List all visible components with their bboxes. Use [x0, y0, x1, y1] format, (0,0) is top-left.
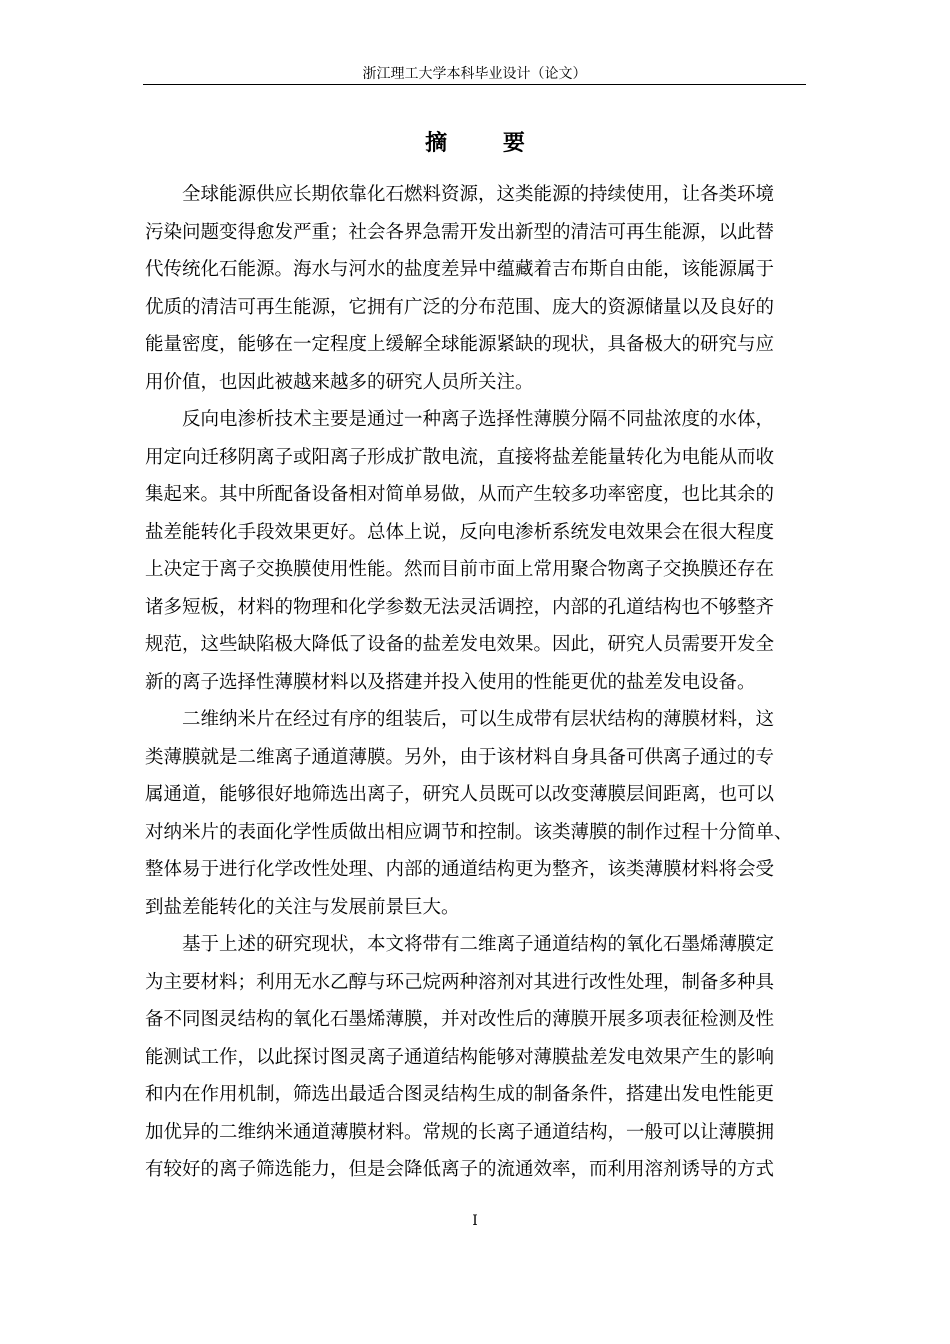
text-line: 新的离子选择性薄膜材料以及搭建并投入使用的性能更优的盐差发电设备。	[145, 671, 756, 693]
text-line: 能量密度，能够在一定程度上缓解全球能源紧缺的现状，具备极大的研究与应	[145, 334, 775, 355]
text-line: 诸多短板，材料的物理和化学参数无法灵活调控，内部的孔道结构也不够整齐	[145, 596, 775, 618]
text-line: 全球能源供应长期依靠化石燃料资源，这类能源的持续使用，让各类环境	[182, 184, 775, 205]
text-line: 上决定于离子交换膜使用性能。然而目前市面上常用聚合物离子交换膜还存在	[145, 559, 775, 580]
running-header: 浙江理工大学本科毕业设计（论文）	[143, 64, 806, 85]
text-line: 属通道，能够很好地筛选出离子，研究人员既可以改变薄膜层间距离，也可以	[145, 784, 775, 805]
text-line: 污染问题变得愈发严重；社会各界急需开发出新型的清洁可再生能源，以此替	[145, 221, 775, 243]
text-line: 有较好的离子筛选能力，但是会降低离子的流通效率，而利用溶剂诱导的方式	[145, 1159, 775, 1180]
text-line: 用价值，也因此被越来越多的研究人员所关注。	[145, 371, 534, 393]
text-line: 二维纳米片在经过有序的组装后，可以生成带有层状结构的薄膜材料，这	[182, 709, 775, 730]
text-line: 规范，这些缺陷极大降低了设备的盐差发电效果。因此，研究人员需要开发全	[145, 634, 775, 655]
text-line: 整体易于进行化学改性处理、内部的通道结构更为整齐，该类薄膜材料将会受	[145, 859, 775, 880]
text-line: 反向电渗析技术主要是通过一种离子选择性薄膜分隔不同盐浓度的水体，	[182, 409, 775, 430]
abstract-title: 摘 要	[425, 131, 549, 156]
page-number: I	[472, 1213, 478, 1229]
text-line: 到盐差能转化的关注与发展前景巨大。	[145, 896, 460, 918]
text-line: 优质的清洁可再生能源，它拥有广泛的分布范围、庞大的资源储量以及良好的	[145, 296, 775, 318]
text-line: 为主要材料；利用无水乙醇与环己烷两种溶剂对其进行改性处理，制备多种具	[145, 971, 775, 993]
text-line: 备不同图灵结构的氧化石墨烯薄膜，并对改性后的薄膜开展多项表征检测及性	[145, 1009, 775, 1030]
text-line: 加优异的二维纳米通道薄膜材料。常规的长离子通道结构，一般可以让薄膜拥	[145, 1121, 775, 1143]
abstract-body	[145, 176, 806, 1189]
text-line: 用定向迁移阴离子或阳离子形成扩散电流，直接将盐差能量转化为电能从而收	[145, 446, 775, 468]
text-line: 基于上述的研究现状，本文将带有二维离子通道结构的氧化石墨烯薄膜定	[182, 934, 775, 955]
text-line: 盐差能转化手段效果更好。总体上说，反向电渗析系统发电效果会在很大程度	[145, 521, 775, 543]
text-line: 代传统化石能源。海水与河水的盐度差异中蕴藏着吉布斯自由能，该能源属于	[145, 259, 775, 280]
text-line: 集起来。其中所配备设备相对简单易做，从而产生较多功率密度，也比其余的	[145, 484, 775, 505]
text-line: 能测试工作，以此探讨图灵离子通道结构能够对薄膜盐差发电效果产生的影响	[145, 1046, 775, 1068]
text-line: 和内在作用机制，筛选出最适合图灵结构生成的制备条件，搭建出发电性能更	[145, 1084, 775, 1105]
text-line: 类薄膜就是二维离子通道薄膜。另外，由于该材料自身具备可供离子通过的专	[145, 746, 775, 768]
text-line: 对纳米片的表面化学性质做出相应调节和控制。该类薄膜的制作过程十分简单、	[145, 821, 793, 843]
